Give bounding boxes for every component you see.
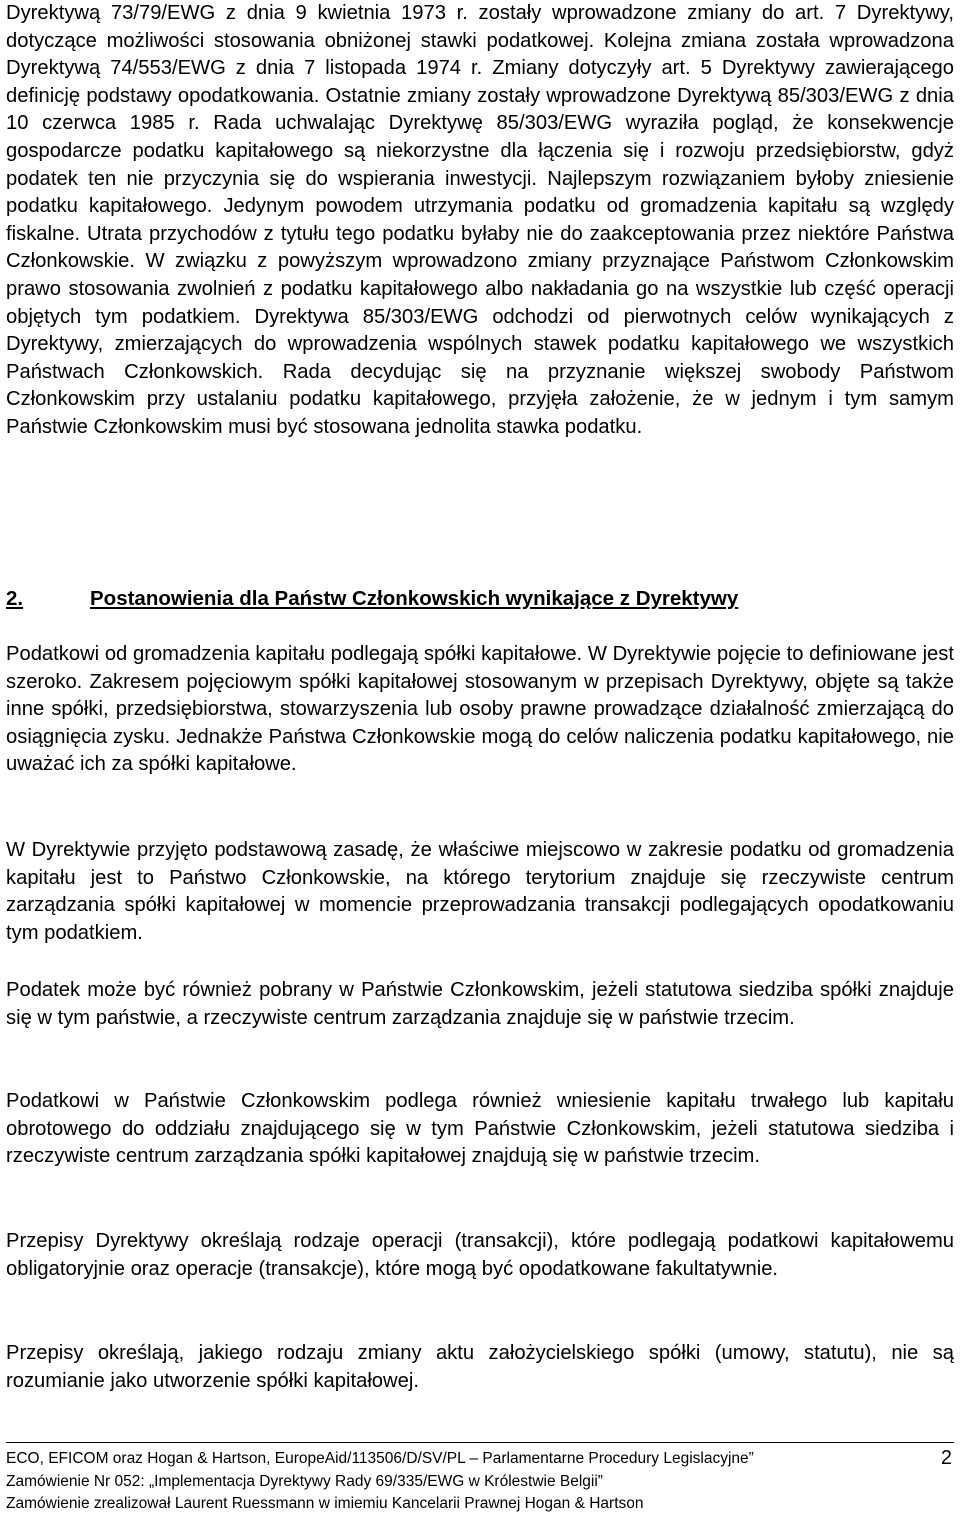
paragraph-capital-companies: Podatkowi od gromadzenia kapitału podlegają spółki kapitałowe. W Dyrektywie pojęcie to definiowane jest szeroko. Zakresem pojęciowym spółki kapitałowej stosowanym w przepisach Dyrektywy, objęte są także inne spółki, przedsiębiorstwa, stowarzyszenia lub osoby prawne prowadzące działalność zmierzającą do osiągnięcia zysku. Jednakże Państwa Członkowskie mogą do celów naliczenia podatku kapitałowego, nie uważać ich za spółki kapitałowe. [6,643,954,776]
paragraph-deed-changes: Przepisy określają, jakiego rodzaju zmiany aktu założycielskiego spółki (umowy, statutu), nie są rozumianie jako utworzenie spółki kapitałowej. [6,1342,954,1392]
paragraph-place-of-taxation: W Dyrektywie przyjęto podstawową zasadę, że właściwe miejscowo w zakresie podatku od gromadzenia kapitału jest to Państwo Członkowskie, na którego terytorium znajduje się rzeczywiste centrum zarządzania spółki kapitałowej w momencie przeprowadzania transakcji podlegających opodatkowaniu tym podatkiem. [6,839,954,944]
footer-line-order: Zamówienie Nr 052: „Implementacja Dyrektywy Rady 69/335/EWG w Królestwie Belgii” [6,1472,603,1490]
intro-paragraph: Dyrektywą 73/79/EWG z dnia 9 kwietnia 1973 r. zostały wprowadzone zmiany do art. 7 Dyrektywy, dotyczące możliwości stosowania obniżonej stawki podatkowej. Kolejna zmiana została wprowadzona Dyrektywą 74/553/EWG z dnia 7 listopada 1974 r. Zmiany dotyczyły art. 5 Dyrektywy zawierającego definicję podstawy opodatkowania. Ostatnie zmiany zostały wprowadzone Dyrektywą 85/303/EWG z dnia 10 czerwca 1985 r. Rada uchwalając Dyrektywę 85/303/EWG wyraziła pogląd, że konsekwencje gospodarcze podatku kapitałowego są niekorzystne dla łączenia się i rozwoju przedsiębiorstw, gdyż podatek ten nie przyczynia się do wspierania inwestycji. Najlepszym rozwiązaniem byłoby zniesienie podatku kapitałowego. Jedynym powodem utrzymania podatku od gromadzenia kapitału są względy fiskalne. Utrata przychodów z tytułu tego podatku byłaby nie do zaakceptowania przez niektóre Państwa Członkowskie. W związku z powyższym wprowadzono zmiany przyznające Państwom Członkowskim prawo stosowania zwolnień z podatku kapitałowego albo nakładania go na wszystkie lub część operacji objętych tym podatkiem. Dyrektywa 85/303/EWG odchodzi od pierwotnych celów wynikających z Dyrektywy, zmierzających do wprowadzenia wspólnych stawek podatku kapitałowego we wszystkich Państwach Członkowskich. Rada decydując się na przyznanie większej swobody Państwom Członkowskim przy ustalaniu podatku kapitałowego, przyjęła założenie, że w jednym i tym samym Państwie Członkowskim musi być stosowana jednolita stawka podatku. [6,2,954,438]
footer-line-project: ECO, EFICOM oraz Hogan & Hartson, EuropeAid/113506/D/SV/PL – Parlamentarne Procedury Legislacyjne” [6,1450,754,1467]
section-number: 2. [6,587,24,610]
page-footer [6,1442,954,1516]
footer-line-contractor: Zamówienie zrealizował Laurent Ruessmann w imiemiu Kancelarii Prawnej Hogan & Hartson [6,1495,644,1512]
paragraph-branch-capital: Podatkowi w Państwie Członkowskim podlega również wniesienie kapitału trwałego lub kapitału obrotowego do oddziału znajdującego się w tym Państwie Członkowskim, jeżeli statutowa siedziba i rzeczywiste centrum zarządzania spółki kapitałowej znajdują się w państwie trzecim. [6,1090,954,1168]
paragraph-operation-types: Przepisy Dyrektywy określają rodzaje operacji (transakcji), które podlegają podatkowi kapitałowemu obligatoryjnie oraz operacje (transakcje), które mogą być opodatkowane fakultatywnie. [6,1230,954,1280]
paragraph-statutory-seat: Podatek może być również pobrany w Państwie Członkowskim, jeżeli statutowa siedziba spółki znajduje się w tym państwie, a rzeczywiste centrum zarządzania znajduje się w państwie trzecim. [6,979,954,1029]
section-title: Postanowienia dla Państw Członkowskich wynikające z Dyrektywy [90,587,739,610]
section-heading [6,585,954,613]
page-number: 2 [940,1447,952,1469]
